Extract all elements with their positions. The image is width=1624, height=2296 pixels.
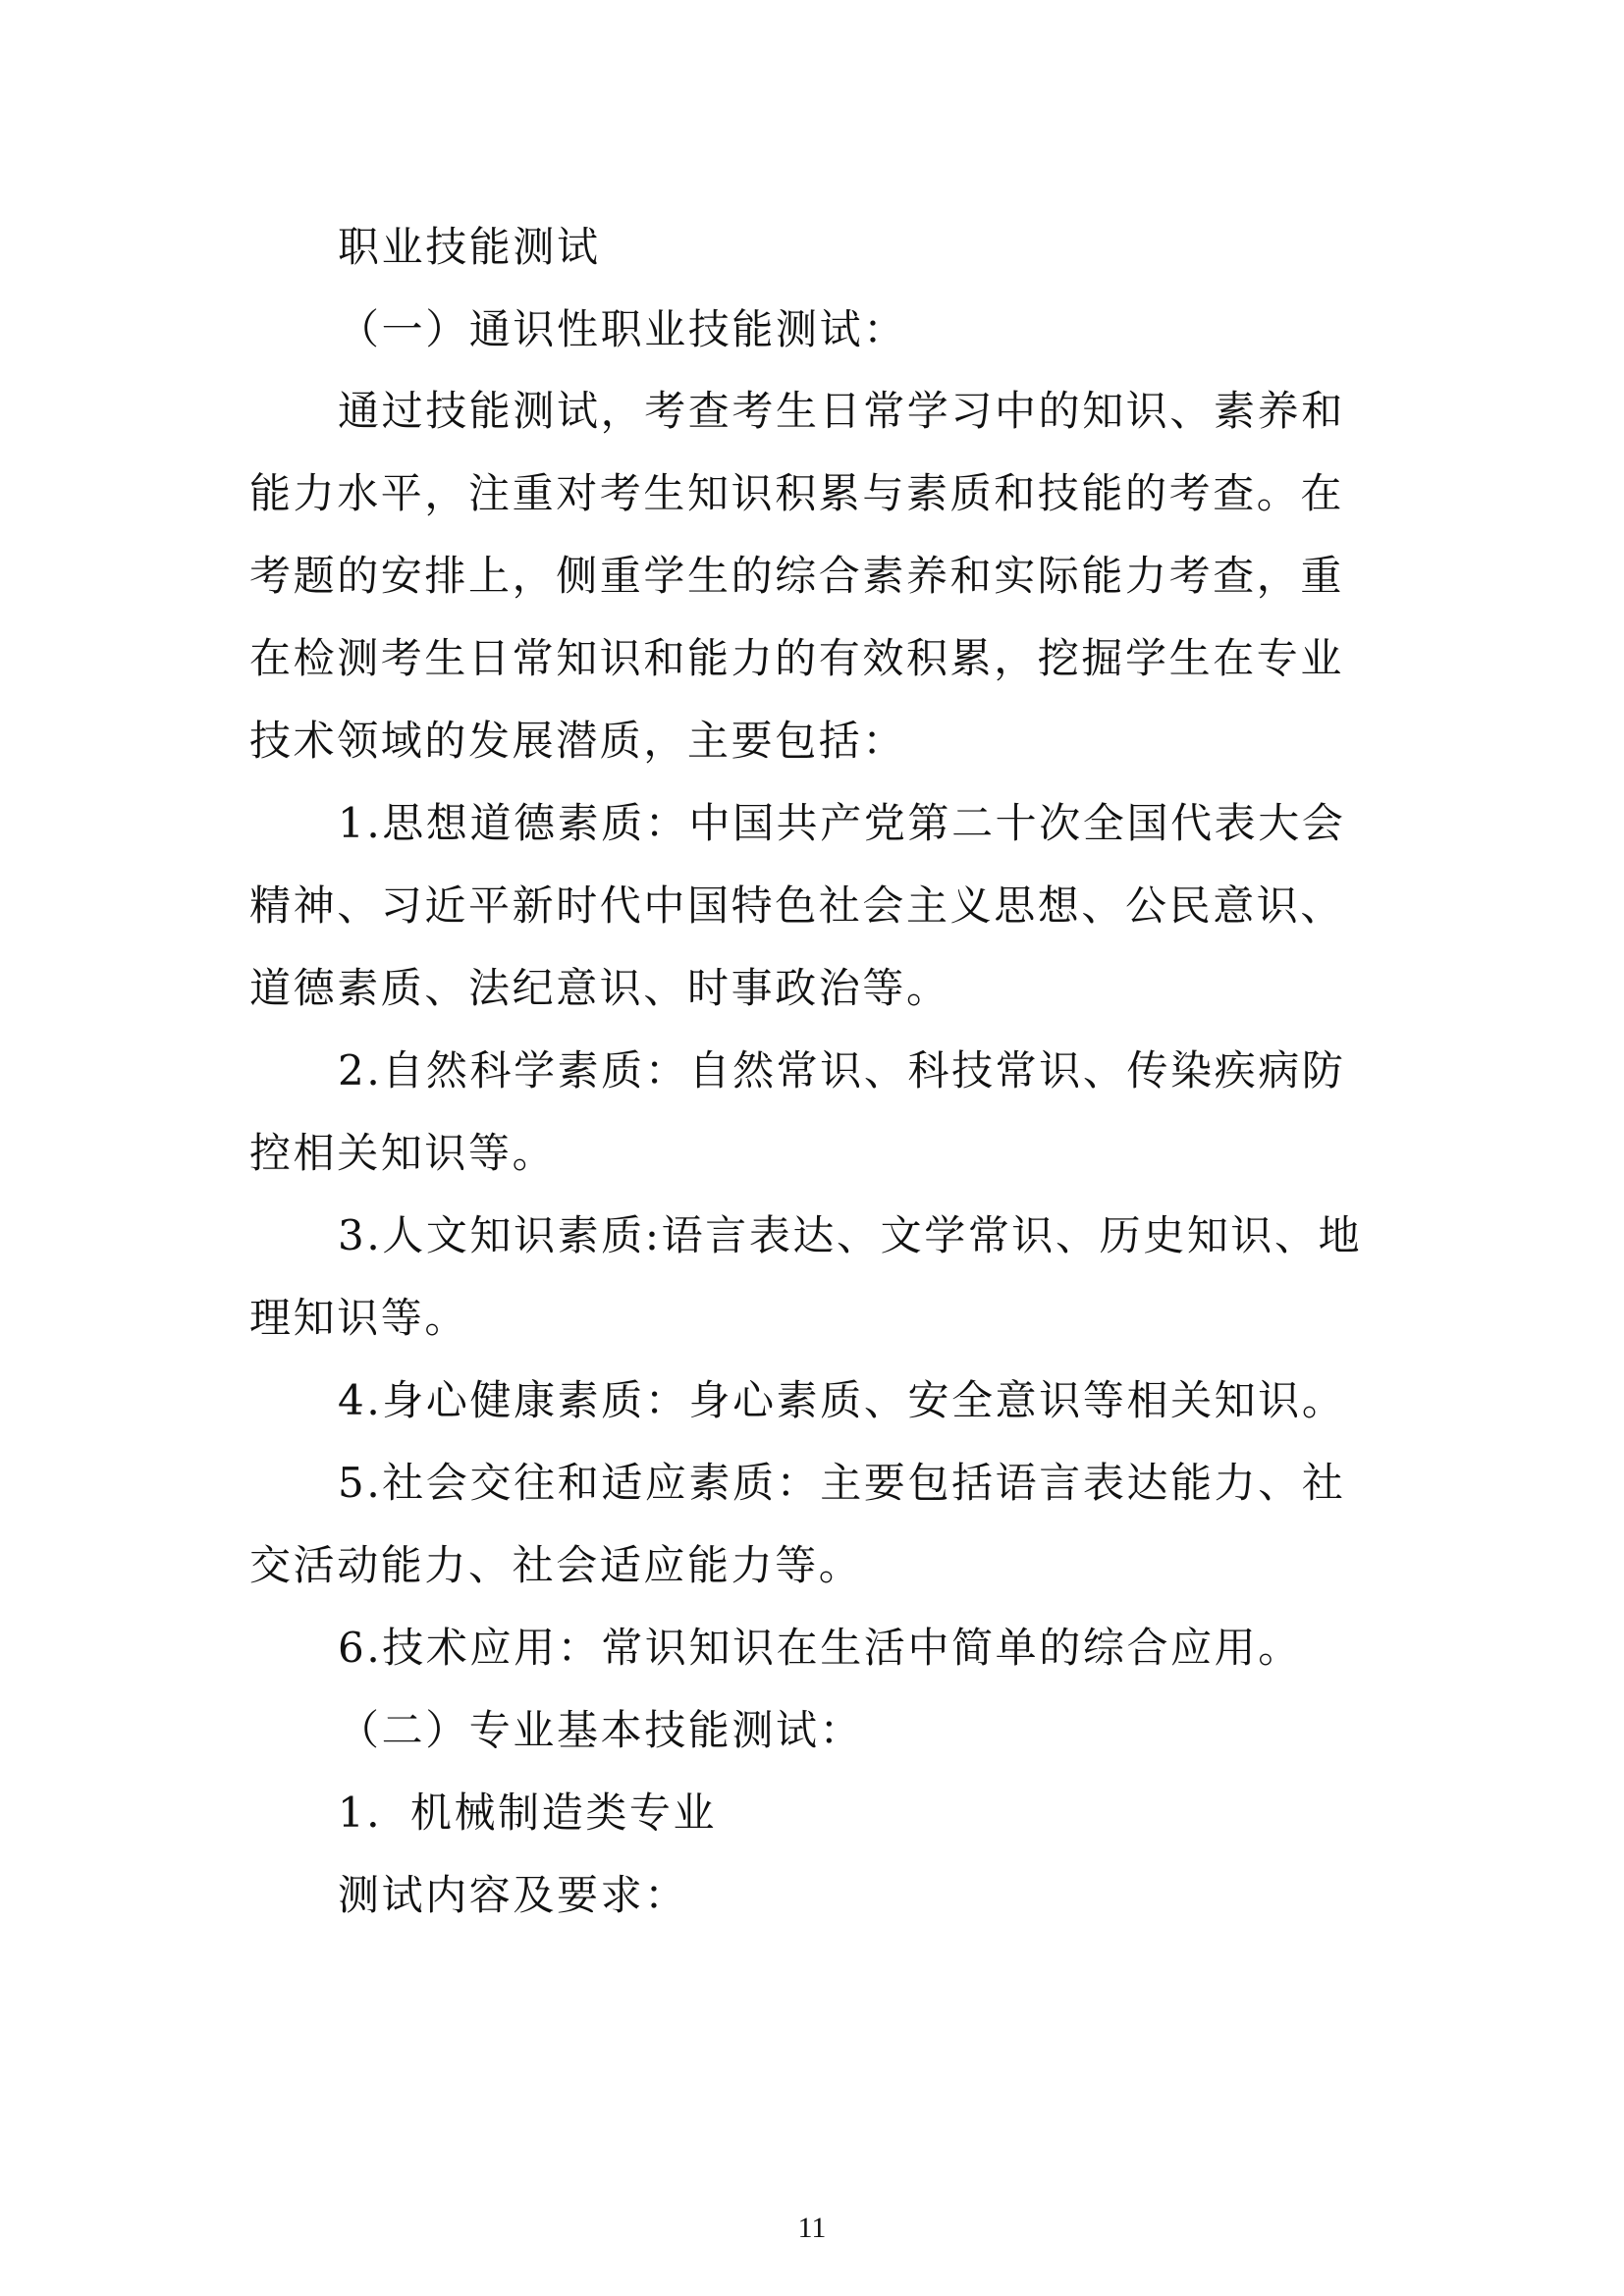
paragraph-line: 能力水平，注重对考生知识积累与素质和技能的考查。在 [249,469,1345,517]
paragraph-line: 通过技能测试，考查考生日常学习中的知识、素养和 [338,387,1345,435]
list-item-3-continued: 理知识等。 [249,1294,469,1342]
list-item-2: 2.自然科学素质：自然常识、科技常识、传染疾病防 [338,1046,1346,1095]
paragraph-line: 在检测考生日常知识和能力的有效积累，挖掘学生在专业 [249,634,1345,682]
list-item-6: 6.技术应用：常识知识在生活中简单的综合应用。 [338,1624,1302,1672]
subsection-heading-general-test: （一）通识性职业技能测试： [338,305,907,353]
list-item-3: 3.人文知识素质:语言表达、文学常识、历史知识、地 [338,1211,1363,1259]
list-item-1-continued: 精神、习近平新时代中国特色社会主义思想、公民意识、 [249,881,1345,930]
page-number: 11 [797,2212,827,2244]
subsection-heading-professional-test: （二）专业基本技能测试： [338,1706,864,1754]
paragraph-line: 技术领域的发展潜质，主要包括： [249,717,907,765]
list-item-2-continued: 控相关知识等。 [249,1129,557,1177]
list-item-5-continued: 交活动能力、社会适应能力等。 [249,1541,863,1589]
list-item-5: 5.社会交往和适应素质：主要包括语言表达能力、社 [338,1459,1346,1507]
paragraph-line: 考题的安排上，侧重学生的综合素养和实际能力考查，重 [249,552,1345,600]
list-item-1: 1.思想道德素质：中国共产党第二十次全国代表大会 [338,799,1346,847]
list-item-4: 4.身心健康素质：身心素质、安全意识等相关知识。 [338,1376,1346,1424]
test-content-heading: 测试内容及要求： [338,1871,688,1919]
major-heading-mechanical: 1．机械制造类专业 [338,1789,718,1837]
section-heading: 职业技能测试 [338,223,601,271]
list-item-1-continued: 道德素质、法纪意识、时事政治等。 [249,964,950,1012]
